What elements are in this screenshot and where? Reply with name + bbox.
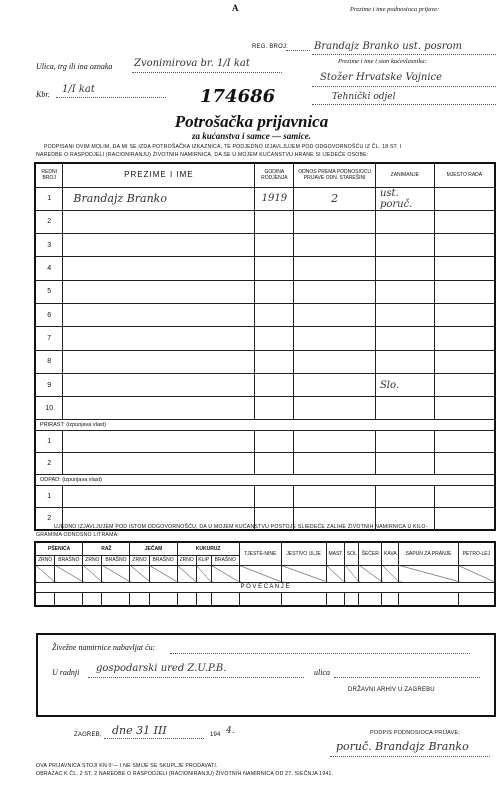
col-prezime-ime: PREZIME I IME [63, 163, 255, 187]
archive-stamp: DRŽAVNI ARHIV U ZAGREBU [348, 687, 435, 693]
empty-cell [375, 453, 434, 475]
empty-cell [281, 592, 326, 606]
member-name: Brandajz Branko [63, 187, 255, 210]
prirast-label: PRIRAST: (izpunjava vlast) [35, 420, 495, 431]
row-number: 1 [35, 431, 63, 453]
floor-label: Kbr. [36, 90, 50, 99]
empty-cell [196, 592, 211, 606]
work-place [434, 234, 495, 257]
work-place [434, 397, 495, 420]
applicant-label: Prezime i ime podnosioca prijave: [350, 6, 440, 13]
work-place [434, 210, 495, 233]
reg-label: REG. BROJ: [252, 44, 289, 50]
empty-cell [35, 592, 55, 606]
shop-value: gospodarski ured Z.U.P.B. [96, 663, 227, 674]
empty-cell [63, 431, 255, 453]
empty-cell [458, 565, 495, 582]
supply-sub-label: ZRNO [177, 555, 196, 565]
shop-box [36, 633, 496, 717]
supply-group-label: KUKURUZ [177, 542, 239, 555]
empty-cell [458, 592, 495, 606]
empty-cell [102, 565, 130, 582]
occupation-value [375, 397, 434, 420]
relation-value [294, 257, 376, 280]
birth-year [255, 350, 294, 373]
col-mjesto-rada: MJESTO RADA [434, 163, 495, 187]
member-name [63, 397, 255, 420]
work-place [434, 303, 495, 326]
col-redni-broj: REDNI BROJ [35, 163, 63, 187]
work-place [434, 327, 495, 350]
empty-cell [326, 592, 345, 606]
row-number: 9 [35, 373, 63, 396]
birth-year [255, 280, 294, 303]
relation-value [294, 280, 376, 303]
empty-cell [345, 565, 359, 582]
table-row [35, 431, 495, 453]
supplies-statement-2: GRAMIMA ODNOSNO LITRAMA: [36, 532, 119, 538]
relation-value: 2 [294, 187, 376, 210]
table-row [35, 486, 495, 508]
member-name [63, 210, 255, 233]
row-number: 7 [35, 327, 63, 350]
empty-cell [382, 565, 399, 582]
empty-cell [35, 565, 55, 582]
occupation-value [375, 280, 434, 303]
member-name [63, 350, 255, 373]
declaration-line-2: NAREDBE O RASPODJELI (RACIONIRANJU) ŽIVOTNIH NAMIRNICA, DA SE U MOJEM KUĆANSTVU HRANE SI IJEDEĆE OSOBE: [36, 152, 369, 158]
applicant-value: Brandajz Branko ust. posrom [314, 41, 463, 52]
povecanje-label: P O V E Ć A N J E [35, 582, 495, 592]
supply-group-label: ŠEĆER [359, 542, 382, 565]
relation-value [294, 373, 376, 396]
declaration-line-1: PODPISANI OVIM MOLIM, DA MI SE IZDA POTROŠAČKA IZKAZNICA, TE PODJEDNO IZJAVLJUJEM POD ODGOVORNOŠĆU IZ ČL. 18 ST. I [44, 144, 402, 150]
table-row [35, 327, 495, 350]
supply-group-label: JESTIVO ULJE [281, 542, 326, 565]
empty-cell [177, 565, 196, 582]
supply-group-label: MAST [326, 542, 345, 565]
empty-cell [434, 453, 495, 475]
shop-box-label: Živežne namirnice nabavljat ću: [52, 643, 156, 652]
birth-year: 1919 [255, 187, 294, 210]
member-name [63, 303, 255, 326]
supply-sub-label: ZRNO [130, 555, 149, 565]
empty-cell [83, 592, 102, 606]
supply-sub-label: BRAŠNO [211, 555, 239, 565]
empty-cell [102, 592, 130, 606]
col-godina: GODINA RODJENJA [255, 163, 294, 187]
empty-cell [130, 565, 149, 582]
occupation-value [375, 210, 434, 233]
birth-year [255, 373, 294, 396]
note-line-2: OBRAZAC K ČL. 2 ST. 2 NAREDBE O RASPODJELI (RACIONIRANJU) ŽIVOTNIH NAMIRNICA OD 27. SIEČNJA 1941. [36, 771, 334, 777]
odpad-label: ODPAD: (izpunjava vlast) [35, 475, 495, 486]
occupation-value [375, 234, 434, 257]
relation-value [294, 327, 376, 350]
empty-cell [255, 431, 294, 453]
employment-value-2: Tehnički odjel [332, 92, 396, 102]
supply-sub-label: BRAŠNO [55, 555, 83, 565]
supply-group-label: PŠENICA [35, 542, 83, 555]
row-number: 8 [35, 350, 63, 373]
row-number: 2 [35, 453, 63, 475]
member-name [63, 234, 255, 257]
empty-cell [83, 565, 102, 582]
empty-cell [211, 565, 239, 582]
empty-cell [375, 431, 434, 453]
empty-cell [359, 565, 382, 582]
birth-year [255, 397, 294, 420]
table-row [35, 373, 495, 396]
work-place [434, 350, 495, 373]
row-number: 1 [35, 187, 63, 210]
empty-cell [196, 565, 211, 582]
occupation-value [375, 327, 434, 350]
empty-cell [239, 565, 281, 582]
table-row [35, 257, 495, 280]
supply-sub-label: ZRNO [35, 555, 55, 565]
street-label: Ulica, trg ili ina oznaka [36, 62, 113, 71]
shop-label: U radnji [52, 668, 80, 677]
corner-letter: A [232, 3, 239, 13]
empty-cell [375, 486, 434, 508]
empty-cell [55, 592, 83, 606]
supply-sub-label: ZRNO [83, 555, 102, 565]
members-table [34, 162, 496, 531]
supply-sub-label: BRAŠNO [149, 555, 177, 565]
relation-value [294, 210, 376, 233]
relation-value [294, 350, 376, 373]
supply-group-label: TJESTE-NINE [239, 542, 281, 565]
empty-cell [149, 565, 177, 582]
row-number: 2 [35, 508, 63, 530]
row-number: 1 [35, 486, 63, 508]
empty-cell [399, 592, 458, 606]
row-number: 3 [35, 234, 63, 257]
work-place [434, 187, 495, 210]
date-value: dne 31 III [112, 724, 167, 737]
empty-cell [434, 431, 495, 453]
supply-group-label: SOL [345, 542, 359, 565]
form-title: Potrošačka prijavnica [174, 112, 329, 131]
empty-cell [55, 565, 83, 582]
empty-cell [399, 565, 458, 582]
empty-cell [130, 592, 149, 606]
empty-cell [294, 431, 376, 453]
supply-group-label: KAVA [382, 542, 399, 565]
member-name [63, 327, 255, 350]
row-number: 2 [35, 210, 63, 233]
row-number: 10 [35, 397, 63, 420]
table-row [35, 234, 495, 257]
empty-cell [239, 592, 281, 606]
empty-cell [281, 565, 326, 582]
supplies-statement-1: UJEDNO IZJAVLJUJEM POD ISTOM ODGOVORNOŠĆU, DA U MOJEM KUĆANSTVU POSTOJE SLIEDEĆE ZALIHE ŽIVOTNIH NAMIRNICA U KILO- [54, 524, 428, 530]
empty-cell [434, 508, 495, 530]
birth-year [255, 327, 294, 350]
empty-cell [294, 453, 376, 475]
table-row [35, 187, 495, 210]
supply-group-label: JEČAM [130, 542, 177, 555]
supply-sub-label: BRAŠNO [102, 555, 130, 565]
row-number: 6 [35, 303, 63, 326]
col-zanimanje: ZANIMANJE [375, 163, 434, 187]
empty-cell [63, 486, 255, 508]
work-place [434, 280, 495, 303]
relation-value [294, 303, 376, 326]
year-suffix: 194 [210, 732, 221, 738]
empty-cell [294, 486, 376, 508]
occupation-value [375, 257, 434, 280]
empty-cell [255, 453, 294, 475]
col-odnos: ODNOS PREMA PODNOSIOCU PRIJAVE ODN. STAREŠINI [294, 163, 376, 187]
table-row [35, 303, 495, 326]
floor-value: 1/I kat [62, 84, 95, 95]
empty-cell [434, 486, 495, 508]
form-subtitle: za kućanstva i samce — samice. [192, 131, 311, 141]
table-row [35, 592, 495, 606]
supply-group-label: PETRO-LEJ [458, 542, 495, 565]
place-label: ZAGREB, [74, 732, 102, 738]
shop-street-label: ulica [314, 668, 330, 677]
table-row [35, 350, 495, 373]
table-row [35, 280, 495, 303]
empty-cell [63, 453, 255, 475]
signature-label: PODPIS PODNOSIOCA PRIJAVE: [370, 730, 461, 736]
table-row [35, 565, 495, 582]
year-value: 4. [226, 726, 235, 736]
serial-number: 174686 [200, 86, 276, 107]
empty-cell [177, 592, 196, 606]
row-number: 4 [35, 257, 63, 280]
birth-year [255, 210, 294, 233]
occupation-value [375, 350, 434, 373]
occupation-value [375, 303, 434, 326]
table-row [35, 453, 495, 475]
supply-group-label: RAŽ [83, 542, 130, 555]
empty-cell [326, 565, 345, 582]
street-value: Zvonimirova br. 1/I kat [134, 58, 250, 69]
supply-sub-label: KLIP [196, 555, 211, 565]
row-number: 5 [35, 280, 63, 303]
birth-year [255, 303, 294, 326]
empty-cell [345, 592, 359, 606]
table-row [35, 210, 495, 233]
work-place [434, 373, 495, 396]
employment-value-1: Stožer Hrvatske Vojnice [320, 72, 443, 83]
work-place [434, 257, 495, 280]
supply-group-label: SAPUN ZA PRANJE [399, 542, 458, 565]
occupation-value: Slo. [375, 373, 434, 396]
birth-year [255, 234, 294, 257]
note-line-1: OVA PRIJAVNICA STOJI KN 0'— I NE SMIJE SE SKUPLJE PRODAVATI. [36, 763, 218, 769]
birth-year [255, 257, 294, 280]
relation-value [294, 234, 376, 257]
employment-label: Prezime i ime i stan kućevlasnika: [338, 58, 427, 65]
empty-cell [149, 592, 177, 606]
empty-cell [382, 592, 399, 606]
member-name [63, 373, 255, 396]
occupation-value: ust. poruč. [375, 187, 434, 210]
signature-value: poruč. Brandajz Branko [336, 740, 469, 753]
empty-cell [255, 486, 294, 508]
table-row [35, 397, 495, 420]
supplies-table [34, 541, 496, 607]
empty-cell [211, 592, 239, 606]
relation-value [294, 397, 376, 420]
member-name [63, 257, 255, 280]
member-name [63, 280, 255, 303]
empty-cell [359, 592, 382, 606]
